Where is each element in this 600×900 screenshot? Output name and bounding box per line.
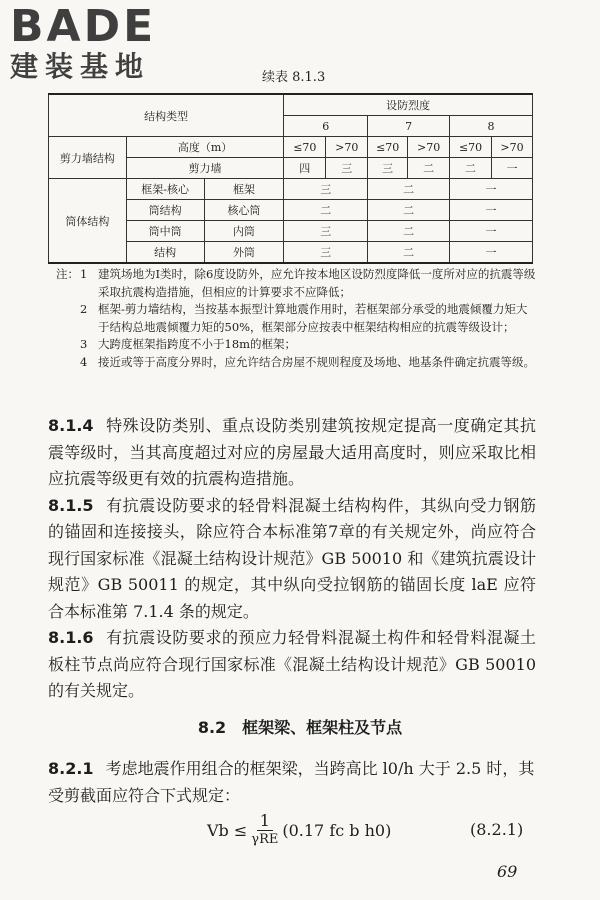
tube-subtype-1-line-2: 筒结构 — [126, 200, 204, 221]
note-number: 1 — [80, 267, 88, 281]
tube-subtype-2-line-2: 结构 — [126, 242, 204, 264]
clauses-body — [48, 413, 536, 705]
clause-text: 有抗震设防要求的预应力轻骨料混凝土构件和轻骨料混凝土板柱节点尚应符合现行国家标准《混凝土结构设计规范》GB 50010 的有关规定。 — [48, 628, 536, 700]
grade-cell: 二 — [368, 200, 450, 221]
tube-row-label: 内筒 — [204, 221, 284, 242]
table-row — [49, 137, 533, 158]
header-level-6: 6 — [284, 116, 368, 137]
grade-cell: 三 — [326, 158, 368, 179]
height-cell: ≤70 — [450, 137, 492, 158]
grade-cell: 二 — [408, 158, 450, 179]
grade-cell: 一 — [450, 221, 533, 242]
grade-cell: 二 — [284, 200, 368, 221]
note-text: 框架-剪力墙结构，当按基本振型计算地震作用时，若框架部分承受的地震倾覆力矩大于结构总地震倾覆力矩的50%，框架部分应按表中框架结构相应的抗震等级设计； — [98, 302, 528, 334]
grade-cell: 二 — [450, 158, 492, 179]
note-number: 2 — [80, 302, 88, 316]
tube-row-label: 框架 — [204, 179, 284, 200]
note-text: 接近或等于高度分界时，应允许结合房屋不规则程度及场地、地基条件确定抗震等级。 — [98, 354, 535, 369]
formula-8-2-1 — [207, 812, 391, 849]
formula-fraction — [251, 812, 278, 849]
grade-cell: 四 — [284, 158, 326, 179]
clause-number: 8.1.4 — [48, 416, 94, 435]
clause-8-2-1 — [48, 756, 536, 809]
note-item — [56, 266, 536, 301]
grade-cell: 二 — [368, 221, 450, 242]
clause-8-1-4 — [48, 413, 536, 493]
fraction-numerator: 1 — [257, 812, 273, 831]
logo-sub-text: 建装基地 — [10, 50, 151, 83]
equation-number: (8.2.1) — [470, 820, 524, 839]
tube-row-label: 核心筒 — [204, 200, 284, 221]
tube-subtype-1-line-1: 框架-核心 — [126, 179, 204, 200]
table-title: 续表 8.1.3 — [262, 70, 326, 85]
grade-cell: 三 — [368, 158, 408, 179]
table-row — [49, 179, 533, 200]
grade-cell: 一 — [492, 158, 533, 179]
page-number: 69 — [497, 862, 518, 881]
tube-group: 筒体结构 — [49, 179, 127, 264]
note-text: 建筑场地为Ⅰ类时，除6度设防外，应允许按本地区设防烈度降低一度所对应的抗震等级采取抗震构造措施，但相应的计算要求不应降低； — [98, 267, 536, 299]
bade-logo — [10, 1, 157, 84]
formula-lhs: Vb ≤ — [207, 821, 248, 840]
grade-cell: 一 — [450, 242, 533, 264]
note-item — [56, 354, 536, 372]
seismic-grade-table — [48, 93, 533, 264]
table-header-row — [49, 94, 533, 116]
tube-row-label: 外筒 — [204, 242, 284, 264]
grade-cell: 三 — [284, 242, 368, 264]
grade-cell: 二 — [368, 242, 450, 264]
height-cell: >70 — [492, 137, 533, 158]
height-cell: >70 — [408, 137, 450, 158]
clause-text: 考虑地震作用组合的框架梁，当跨高比 l0/h 大于 2.5 时，其受剪截面应符合下式规定： — [48, 759, 535, 805]
height-cell: >70 — [326, 137, 368, 158]
wall-label: 剪力墙 — [126, 158, 284, 179]
grade-cell: 二 — [368, 179, 450, 200]
note-number: 4 — [80, 354, 88, 369]
header-level-7: 7 — [368, 116, 450, 137]
note-text: 大跨度框架指跨度不小于18m的框架； — [98, 337, 297, 351]
clause-text: 有抗震设防要求的轻骨料混凝土结构构件，其纵向受力钢筋的锚固和连接接头，除应符合本标准第7章的有关规定外，尚应符合现行国家标准《混凝土结构设计规范》GB 50010 和《建筑抗震设计规范》GB 50011 的规定，其中纵向受拉钢筋的锚固长度 laE 应符合本标准第 7.1.4 条的规定。 — [48, 495, 536, 621]
clause-text: 特殊设防类别、重点设防类别建筑按规定提高一度确定其抗震等级时，当其高度超过对应的房屋最大适用高度时，则应采取比相应抗震等级更有效的抗震构造措施。 — [48, 416, 536, 488]
clause-8-1-6 — [48, 625, 536, 705]
grade-cell: 三 — [284, 221, 368, 242]
clause-number: 8.1.5 — [48, 495, 94, 515]
grade-cell: 三 — [284, 179, 368, 200]
clause-number: 8.2.1 — [48, 759, 94, 778]
header-structure-type: 结构类型 — [49, 94, 284, 137]
clause-number: 8.1.6 — [48, 628, 94, 647]
note-number: 3 — [80, 337, 88, 351]
clause-8-1-5 — [48, 493, 536, 626]
shear-wall-group: 剪力墙结构 — [49, 137, 127, 179]
grade-cell: 一 — [450, 179, 533, 200]
table-notes — [56, 266, 536, 371]
notes-prefix: 注： — [56, 267, 79, 281]
header-intensity: 设防烈度 — [284, 94, 533, 116]
height-cell: ≤70 — [368, 137, 408, 158]
height-label: 高度（m） — [126, 137, 284, 158]
grade-cell: 一 — [450, 200, 533, 221]
tube-subtype-2-line-1: 筒中筒 — [126, 221, 204, 242]
section-heading: 8.2 框架梁、框架柱及节点 — [197, 718, 403, 737]
formula-rhs: (0.17 fc b h0) — [282, 821, 392, 840]
fraction-denominator: γRE — [251, 832, 279, 847]
logo-main-text: BADE — [10, 1, 157, 52]
note-item — [56, 336, 536, 354]
height-cell: ≤70 — [284, 137, 326, 158]
header-level-8: 8 — [450, 116, 533, 137]
note-item — [56, 301, 536, 336]
